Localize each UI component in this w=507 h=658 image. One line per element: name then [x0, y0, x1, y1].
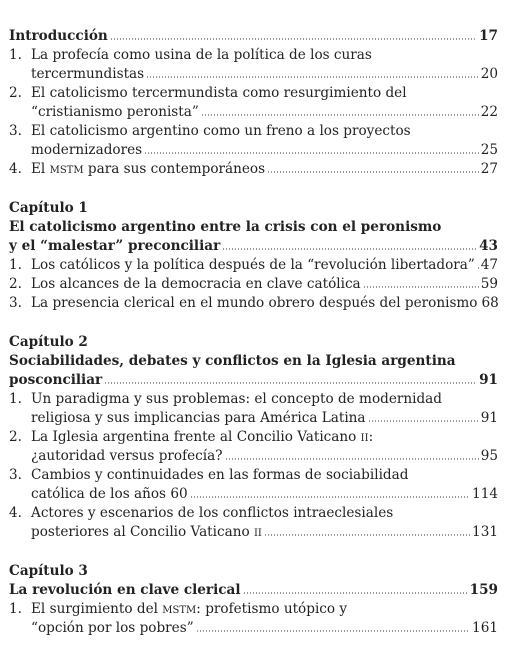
toc-entry-chapter-2[interactable] [9, 371, 498, 390]
page-number: 22 [480, 104, 498, 120]
chapter-3-section [9, 562, 498, 638]
toc-entry[interactable] [9, 428, 498, 466]
page-number: 25 [480, 142, 498, 158]
table-of-contents [9, 27, 498, 658]
entry-text-cont: católica de los años 60 [31, 486, 188, 502]
page-number: 27 [480, 161, 498, 177]
toc-entry[interactable] [9, 256, 498, 275]
toc-entry[interactable] [9, 504, 498, 542]
entry-number: 1. [9, 257, 22, 273]
entry-number: 2. [9, 85, 22, 101]
chapter-title: El catolicismo argentino entre la crisis con el peronismo [9, 219, 442, 235]
page-number: 159 [469, 582, 498, 598]
toc-entry[interactable] [9, 600, 498, 638]
entry-text: El catolicismo tercermundista como resurgimiento del [31, 85, 407, 101]
dot-leader [267, 163, 479, 173]
toc-entry[interactable] [9, 122, 498, 160]
chapter-label: Capítulo 2 [9, 334, 88, 350]
entry-text: La presencia clerical en el mundo obrero después del peronismo [31, 295, 478, 311]
entry-text: Cambios y continuidades en las formas de sociabilidad [31, 467, 409, 483]
chapter-title-cont: posconciliar [9, 372, 103, 388]
entry-text-cont: “cristianismo peronista” [31, 104, 199, 120]
toc-entry-introduccion[interactable] [9, 27, 498, 46]
toc-entry-chapter-1[interactable] [9, 237, 498, 256]
page-number: 47 [480, 257, 498, 273]
dot-leader [201, 106, 479, 116]
dot-leader [243, 584, 468, 594]
entry-text: Un paradigma y sus problemas: el concepto de modernidad [31, 391, 442, 407]
entry-text: El surgimiento del mstm: profetismo utópico y [31, 601, 348, 617]
dot-leader [222, 240, 477, 250]
entry-number: 2. [9, 276, 22, 292]
chapter-title-cont: y el “malestar” preconciliar [9, 238, 221, 254]
chapter-title: La revolución en clave clerical [9, 582, 241, 598]
entry-number: 1. [9, 601, 22, 617]
page-number: 114 [472, 486, 498, 502]
page-number: 68 [481, 295, 499, 311]
entry-number: 2. [9, 429, 22, 445]
dot-leader [225, 450, 479, 460]
entry-number: 3. [9, 467, 22, 483]
entry-text: Los alcances de la democracia en clave católica [31, 276, 361, 292]
entry-text: Actores y escenarios de los conflictos intraeclesiales [31, 505, 394, 521]
chapter-2-section [9, 333, 498, 542]
toc-entry[interactable] [9, 466, 498, 504]
toc-entry[interactable] [9, 390, 498, 428]
dot-leader [196, 622, 470, 632]
entry-title: Introducción [9, 28, 108, 44]
page-number: 91 [480, 410, 498, 426]
chapter-label: Capítulo 3 [9, 563, 88, 579]
page-number: 43 [479, 238, 498, 254]
chapter-title: Sociabilidades, debates y conflictos en la Iglesia argentina [9, 353, 456, 369]
dot-leader [363, 278, 479, 288]
dot-leader [146, 68, 479, 78]
chapter-1-section [9, 199, 498, 313]
entry-number: 4. [9, 161, 22, 177]
entry-text-cont: “opción por los pobres” [31, 620, 194, 636]
entry-number: 3. [9, 123, 22, 139]
entry-number: 1. [9, 47, 22, 63]
toc-entry-chapter-3[interactable] [9, 581, 498, 600]
chapter-label: Capítulo 1 [9, 200, 88, 216]
page-number: 20 [480, 66, 498, 82]
dot-leader [190, 488, 470, 498]
entry-number: 3. [9, 295, 22, 311]
dot-leader [477, 259, 479, 269]
page-number: 91 [479, 372, 498, 388]
dot-leader [264, 526, 470, 536]
dot-leader [110, 30, 477, 40]
dot-leader [144, 144, 479, 154]
entry-text-cont: modernizadores [31, 142, 143, 158]
page-number: 59 [480, 276, 498, 292]
dot-leader [368, 412, 479, 422]
toc-entry[interactable] [9, 275, 498, 294]
page-number: 17 [479, 28, 498, 44]
entry-text-cont: tercermundistas [31, 66, 145, 82]
intro-section [9, 27, 498, 179]
entry-text: El catolicismo argentino como un freno a los proyectos [31, 123, 411, 139]
toc-entry[interactable] [9, 160, 498, 179]
entry-text: La profecía como usina de la política de los curas [31, 47, 372, 63]
entry-text: La Iglesia argentina frente al Concilio Vaticano ii: [31, 429, 374, 445]
entry-text-cont: ¿autoridad versus profecía? [31, 448, 223, 464]
entry-number: 4. [9, 505, 22, 521]
toc-entry[interactable] [9, 46, 498, 84]
entry-number: 1. [9, 391, 22, 407]
page-number: 131 [472, 524, 498, 540]
entry-text-cont: religiosa y sus implicancias para América Latina [31, 410, 366, 426]
page-number: 161 [472, 620, 498, 636]
entry-text: Los católicos y la política después de la “revolución libertadora” [31, 257, 475, 273]
entry-text-cont: posteriores al Concilio Vaticano ii [31, 524, 262, 540]
toc-entry[interactable] [9, 84, 498, 122]
entry-text: El mstm para sus contemporáneos [31, 161, 266, 177]
toc-entry[interactable] [9, 294, 498, 313]
page-number: 95 [480, 448, 498, 464]
dot-leader [104, 374, 477, 384]
